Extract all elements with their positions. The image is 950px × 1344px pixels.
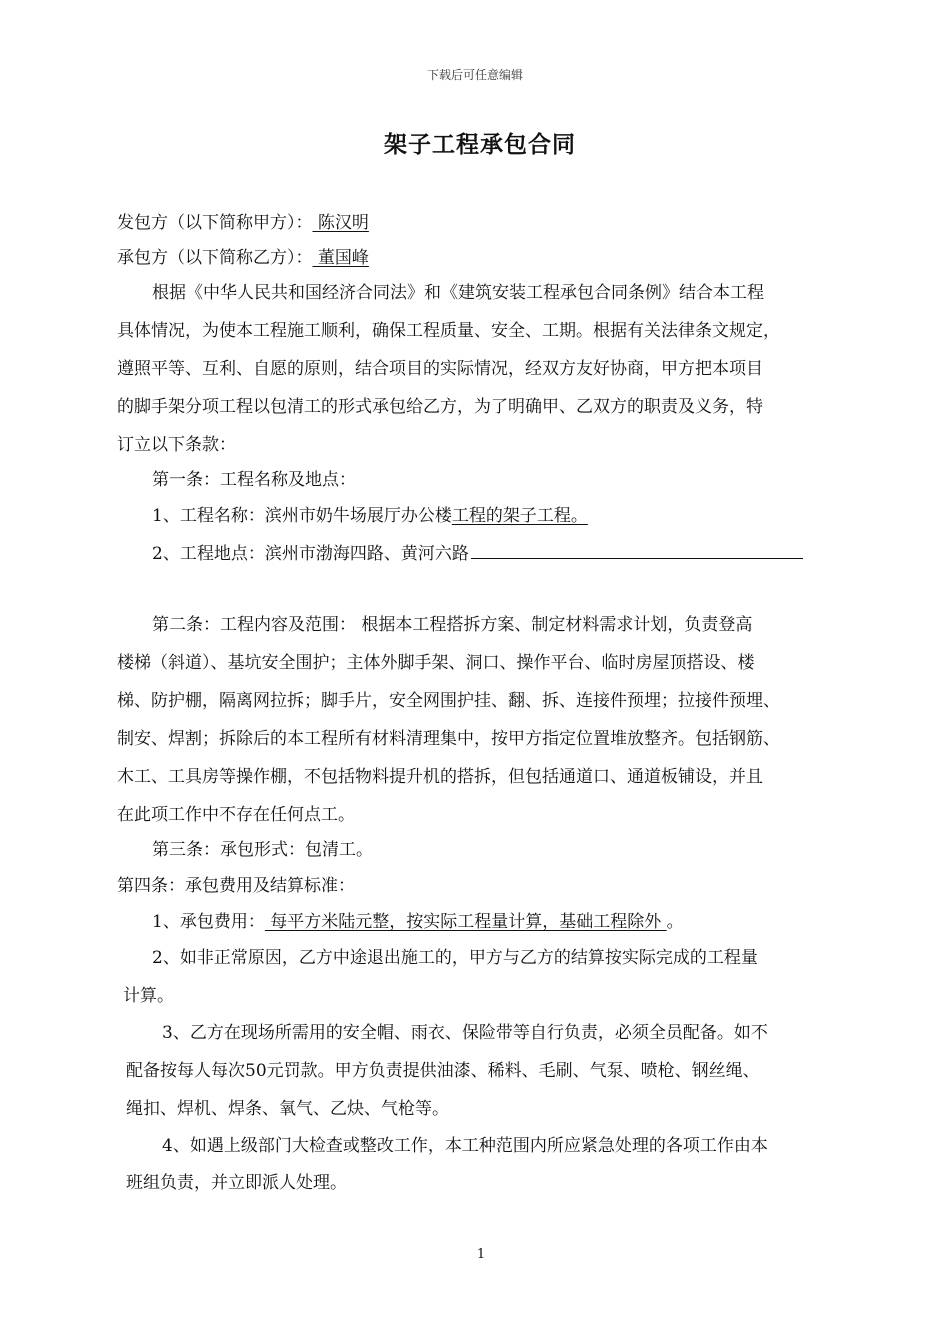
article3-text: 第三条：承包形式：包清工。 bbox=[152, 840, 373, 860]
article2-line: 梯、防护棚，隔离网拉拆；脚手片，安全网围护挂、翻、拆、连接件预埋；拉接件预埋、 bbox=[117, 691, 780, 711]
contractor-label: 承包方（以下简称乙方）： bbox=[117, 248, 313, 268]
article4-item3-line: 绳扣、焊机、焊条、氧气、乙炔、气枪等。 bbox=[126, 1099, 449, 1119]
article4-item2-line: 2、如非正常原因，乙方中途退出施工的，甲方与乙方的结算按实际完成的工程量 bbox=[152, 948, 758, 968]
article2-line: 制安、焊割；拆除后的本工程所有材料清理集中，按甲方指定位置堆放整齐。包括钢筋、 bbox=[117, 729, 780, 749]
article4-item4-line: 班组负责，并立即派人处理。 bbox=[126, 1173, 347, 1193]
intro-line: 具体情况，为使本工程施工顺利，确保工程质量、安全、工期。根据有关法律条文规定， bbox=[117, 321, 780, 341]
location-blank-underline bbox=[471, 542, 803, 559]
article4-item3-line: 配备按每人每次50元罚款。甲方负责提供油漆、稀料、毛刷、气泵、喷枪、钢丝绳、 bbox=[126, 1061, 760, 1081]
article4-heading: 第四条：承包费用及结算标准： bbox=[117, 876, 355, 896]
fee-amount: 每平方米陆元整，按实际工程量计算，基础工程除外 bbox=[264, 912, 667, 932]
fee-line bbox=[152, 912, 684, 932]
fee-suffix: 。 bbox=[666, 912, 684, 932]
header-note: 下载后可任意编辑 bbox=[426, 68, 523, 82]
employer-line bbox=[117, 213, 369, 233]
article1-heading: 第一条：工程名称及地点： bbox=[152, 470, 356, 490]
article4-item4-line: 4、如遇上级部门大检查或整改工作，本工种范围内所应紧急处理的各项工作由本 bbox=[162, 1136, 768, 1156]
project-location-text: 2、工程地点：滨州市渤海四路、黄河六路 bbox=[152, 544, 469, 564]
project-name-prefix: 1、工程名称：滨州市奶牛场展厅办公楼 bbox=[152, 506, 452, 526]
contractor-name: 董国峰 bbox=[312, 248, 369, 268]
contract-title: 架子工程承包合同 bbox=[384, 131, 576, 158]
employer-label: 发包方（以下简称甲方）： bbox=[117, 213, 313, 233]
article4-item2-line: 计算。 bbox=[123, 986, 174, 1006]
article2-line: 楼梯（斜道）、基坑安全围护；主体外脚手架、洞口、操作平台、临时房屋顶搭设、楼 bbox=[117, 653, 755, 673]
article4-item3-line: 3、乙方在现场所需用的安全帽、雨衣、保险带等自行负责，必须全员配备。如不 bbox=[162, 1023, 768, 1043]
project-location-line bbox=[152, 542, 803, 564]
project-name-underlined: 工程的架子工程。 bbox=[451, 506, 588, 526]
article2-line: 木工、工具房等操作棚，不包括物料提升机的搭拆，但包括通道口、通道板铺设，并且 bbox=[117, 767, 763, 787]
project-name-line bbox=[152, 506, 588, 526]
intro-line: 订立以下条款： bbox=[117, 435, 236, 455]
intro-line: 根据《中华人民共和国经济合同法》和《建筑安装工程承包合同条例》结合本工程 bbox=[152, 283, 764, 303]
page-number: 1 bbox=[476, 1247, 486, 1262]
fee-prefix: 1、承包费用： bbox=[152, 912, 265, 932]
contractor-line bbox=[117, 248, 369, 268]
employer-name: 陈汉明 bbox=[312, 213, 369, 233]
article2-line: 第二条：工程内容及范围： 根据本工程搭拆方案、制定材料需求计划，负责登高 bbox=[152, 615, 753, 635]
intro-line: 遵照平等、互利、自愿的原则，结合项目的实际情况，经双方友好协商，甲方把本项目 bbox=[117, 359, 763, 379]
intro-line: 的脚手架分项工程以包清工的形式承包给乙方，为了明确甲、乙双方的职责及义务，特 bbox=[117, 397, 763, 417]
article2-line: 在此项工作中不存在任何点工。 bbox=[117, 805, 355, 825]
